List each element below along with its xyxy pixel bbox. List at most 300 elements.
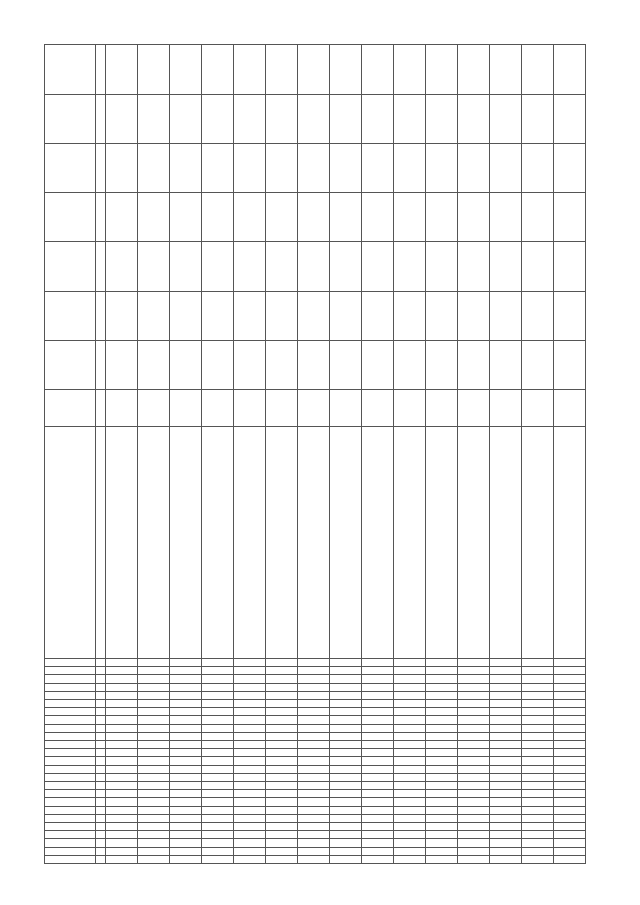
table-row — [234, 45, 266, 864]
table-cell — [106, 699, 138, 707]
table-cell — [96, 94, 106, 143]
table-cell — [426, 675, 458, 683]
table-cell — [45, 143, 96, 192]
table-cell — [554, 683, 586, 691]
table-cell — [202, 390, 234, 427]
table-cell — [458, 94, 490, 143]
table-cell — [298, 691, 330, 699]
table-cell — [202, 708, 234, 716]
table-cell — [394, 732, 426, 740]
table-cell — [426, 749, 458, 757]
table-cell — [45, 740, 96, 748]
table-cell — [106, 855, 138, 863]
table-cell — [426, 765, 458, 773]
table-cell — [298, 143, 330, 192]
table-cell — [234, 798, 266, 806]
table-cell — [106, 390, 138, 427]
table-cell — [45, 716, 96, 724]
table-cell — [234, 658, 266, 666]
table-cell — [426, 390, 458, 427]
table-cell — [298, 732, 330, 740]
table-cell — [554, 658, 586, 666]
table-cell — [138, 699, 170, 707]
table-cell — [266, 847, 298, 855]
table-cell — [554, 291, 586, 340]
table-cell — [234, 806, 266, 814]
table-cell — [298, 675, 330, 683]
table-cell — [330, 143, 362, 192]
table-cell — [394, 822, 426, 830]
table-cell — [490, 806, 522, 814]
table-cell — [298, 426, 330, 658]
table-cell — [362, 683, 394, 691]
table-cell — [234, 242, 266, 291]
table-cell — [298, 340, 330, 389]
table-cell — [298, 242, 330, 291]
table-cell — [45, 667, 96, 675]
table-cell — [170, 855, 202, 863]
table-cell — [490, 781, 522, 789]
table-cell — [106, 781, 138, 789]
table-cell — [234, 724, 266, 732]
table-cell — [45, 798, 96, 806]
table-cell — [458, 667, 490, 675]
table-cell — [266, 806, 298, 814]
table-cell — [522, 855, 554, 863]
table-cell — [234, 847, 266, 855]
table-cell — [330, 790, 362, 798]
table-cell — [234, 757, 266, 765]
table-cell — [170, 790, 202, 798]
table-cell — [554, 94, 586, 143]
table-cell — [202, 716, 234, 724]
table-cell — [458, 716, 490, 724]
table-cell — [138, 806, 170, 814]
table-cell — [202, 847, 234, 855]
table-cell — [554, 242, 586, 291]
table-cell — [96, 658, 106, 666]
table-cell — [266, 749, 298, 757]
table-cell — [490, 798, 522, 806]
table-cell — [298, 773, 330, 781]
table-cell — [298, 390, 330, 427]
table-cell — [106, 143, 138, 192]
table-cell — [490, 839, 522, 847]
table-cell — [234, 291, 266, 340]
table-cell — [522, 740, 554, 748]
table-cell — [330, 822, 362, 830]
table-cell — [202, 291, 234, 340]
table-cell — [266, 242, 298, 291]
table-cell — [362, 822, 394, 830]
table-cell — [490, 193, 522, 242]
table-cell — [266, 94, 298, 143]
table-cell — [490, 773, 522, 781]
table-cell — [45, 45, 96, 95]
table-cell — [522, 847, 554, 855]
table-cell — [298, 193, 330, 242]
table-cell — [234, 708, 266, 716]
table-cell — [554, 806, 586, 814]
table-cell — [394, 724, 426, 732]
table-cell — [202, 855, 234, 863]
table-cell — [106, 708, 138, 716]
table-cell — [106, 732, 138, 740]
table-cell — [266, 724, 298, 732]
table-cell — [45, 675, 96, 683]
table-cell — [426, 683, 458, 691]
table-cell — [426, 143, 458, 192]
table-cell — [138, 143, 170, 192]
table-cell — [170, 732, 202, 740]
table-row — [362, 45, 394, 864]
table-cell — [202, 757, 234, 765]
table-cell — [490, 814, 522, 822]
table-cell — [522, 716, 554, 724]
table-cell — [394, 193, 426, 242]
table-cell — [458, 839, 490, 847]
table-cell — [426, 855, 458, 863]
table-cell — [45, 426, 96, 658]
table-cell — [522, 822, 554, 830]
table-cell — [330, 749, 362, 757]
table-cell — [202, 683, 234, 691]
table-cell — [202, 242, 234, 291]
table-cell — [234, 45, 266, 95]
table-cell — [490, 340, 522, 389]
table-cell — [458, 45, 490, 95]
table-cell — [45, 291, 96, 340]
table-cell — [96, 749, 106, 757]
table-cell — [202, 740, 234, 748]
table-cell — [45, 781, 96, 789]
table-cell — [170, 708, 202, 716]
table-cell — [426, 732, 458, 740]
table-cell — [394, 757, 426, 765]
table-cell — [490, 847, 522, 855]
table-cell — [362, 94, 394, 143]
table-cell — [330, 724, 362, 732]
table-cell — [490, 724, 522, 732]
table-cell — [522, 94, 554, 143]
table-cell — [266, 390, 298, 427]
table-cell — [266, 773, 298, 781]
table-cell — [490, 94, 522, 143]
table-cell — [330, 716, 362, 724]
table-cell — [522, 193, 554, 242]
table-cell — [298, 716, 330, 724]
table-cell — [298, 831, 330, 839]
table-cell — [522, 831, 554, 839]
table-cell — [45, 806, 96, 814]
table-cell — [45, 658, 96, 666]
table-cell — [96, 675, 106, 683]
table-cell — [458, 724, 490, 732]
table-cell — [394, 781, 426, 789]
table-cell — [490, 675, 522, 683]
table-cell — [362, 143, 394, 192]
table-cell — [330, 806, 362, 814]
table-cell — [522, 658, 554, 666]
table-row — [106, 45, 138, 864]
table-cell — [106, 765, 138, 773]
table-cell — [522, 814, 554, 822]
table-cell — [458, 675, 490, 683]
table-cell — [458, 798, 490, 806]
table-cell — [458, 699, 490, 707]
table-cell — [522, 143, 554, 192]
table-cell — [106, 291, 138, 340]
table-cell — [490, 426, 522, 658]
table-cell — [138, 390, 170, 427]
table-cell — [426, 790, 458, 798]
table-cell — [96, 831, 106, 839]
table-cell — [362, 340, 394, 389]
table-cell — [330, 831, 362, 839]
table-cell — [490, 708, 522, 716]
table-cell — [138, 765, 170, 773]
table-cell — [170, 699, 202, 707]
table-cell — [202, 193, 234, 242]
table-cell — [522, 667, 554, 675]
table-cell — [170, 847, 202, 855]
table-cell — [266, 667, 298, 675]
table-cell — [96, 740, 106, 748]
table-cell — [330, 781, 362, 789]
table-cell — [234, 814, 266, 822]
table-cell — [330, 667, 362, 675]
table-cell — [106, 426, 138, 658]
table-cell — [96, 193, 106, 242]
table-cell — [266, 798, 298, 806]
table-cell — [394, 291, 426, 340]
table-cell — [330, 291, 362, 340]
table-cell — [522, 765, 554, 773]
table-cell — [234, 143, 266, 192]
table-cell — [106, 94, 138, 143]
table-cell — [138, 683, 170, 691]
table-cell — [330, 765, 362, 773]
table-cell — [266, 831, 298, 839]
table-cell — [298, 814, 330, 822]
table-cell — [138, 798, 170, 806]
table-cell — [266, 143, 298, 192]
table-cell — [106, 814, 138, 822]
table-cell — [266, 814, 298, 822]
table-cell — [234, 94, 266, 143]
table-cell — [490, 790, 522, 798]
table-cell — [490, 658, 522, 666]
table-cell — [106, 691, 138, 699]
table-row — [490, 45, 522, 864]
table-cell — [234, 193, 266, 242]
table-cell — [96, 691, 106, 699]
table-cell — [96, 683, 106, 691]
table-cell — [170, 757, 202, 765]
table-cell — [362, 732, 394, 740]
table-cell — [554, 855, 586, 863]
table-cell — [96, 855, 106, 863]
table-cell — [45, 749, 96, 757]
table-cell — [522, 340, 554, 389]
table-cell — [45, 822, 96, 830]
table-cell — [202, 732, 234, 740]
table-cell — [298, 45, 330, 95]
table-cell — [106, 847, 138, 855]
table-cell — [234, 340, 266, 389]
table-cell — [96, 790, 106, 798]
table-cell — [170, 390, 202, 427]
table-cell — [330, 798, 362, 806]
table-cell — [554, 798, 586, 806]
table-cell — [554, 691, 586, 699]
table-cell — [554, 839, 586, 847]
table-cell — [202, 94, 234, 143]
table-cell — [266, 675, 298, 683]
table-cell — [458, 691, 490, 699]
table-cell — [394, 143, 426, 192]
table-cell — [96, 806, 106, 814]
table-cell — [394, 806, 426, 814]
table-cell — [266, 716, 298, 724]
table-cell — [522, 426, 554, 658]
table-cell — [170, 740, 202, 748]
table-cell — [202, 765, 234, 773]
table-cell — [554, 765, 586, 773]
table-cell — [554, 193, 586, 242]
table-cell — [138, 790, 170, 798]
table-cell — [266, 291, 298, 340]
table-cell — [330, 757, 362, 765]
table-cell — [426, 45, 458, 95]
table-cell — [202, 773, 234, 781]
table-cell — [458, 855, 490, 863]
table-cell — [45, 193, 96, 242]
table-cell — [330, 45, 362, 95]
table-cell — [426, 340, 458, 389]
table-cell — [138, 839, 170, 847]
table-cell — [96, 765, 106, 773]
table-cell — [330, 675, 362, 683]
table-cell — [138, 193, 170, 242]
table-cell — [138, 716, 170, 724]
table-cell — [170, 839, 202, 847]
table-cell — [266, 658, 298, 666]
table-cell — [202, 798, 234, 806]
table-cell — [522, 691, 554, 699]
program-table — [44, 44, 586, 864]
table-cell — [330, 683, 362, 691]
table-cell — [45, 390, 96, 427]
table-cell — [362, 757, 394, 765]
table-cell — [234, 426, 266, 658]
table-cell — [426, 822, 458, 830]
table-cell — [330, 740, 362, 748]
table-cell — [138, 822, 170, 830]
table-cell — [138, 749, 170, 757]
table-cell — [96, 143, 106, 192]
table-cell — [266, 340, 298, 389]
table-cell — [202, 724, 234, 732]
table-cell — [138, 242, 170, 291]
table-cell — [138, 732, 170, 740]
table-cell — [426, 773, 458, 781]
table-cell — [362, 708, 394, 716]
table-cell — [45, 831, 96, 839]
table-cell — [554, 732, 586, 740]
table-cell — [96, 340, 106, 389]
table-cell — [96, 242, 106, 291]
table-cell — [362, 291, 394, 340]
table-cell — [234, 749, 266, 757]
table-cell — [458, 291, 490, 340]
table-body — [45, 45, 586, 864]
table-cell — [96, 708, 106, 716]
table-cell — [96, 822, 106, 830]
table-cell — [106, 839, 138, 847]
table-cell — [234, 390, 266, 427]
table-cell — [106, 798, 138, 806]
table-cell — [458, 822, 490, 830]
table-cell — [362, 798, 394, 806]
table-cell — [330, 839, 362, 847]
table-cell — [266, 193, 298, 242]
table-cell — [330, 732, 362, 740]
table-cell — [330, 340, 362, 389]
table-row — [554, 45, 586, 864]
table-cell — [394, 814, 426, 822]
table-cell — [298, 765, 330, 773]
table-cell — [426, 724, 458, 732]
table-cell — [45, 732, 96, 740]
table-cell — [96, 814, 106, 822]
table-cell — [298, 790, 330, 798]
table-cell — [554, 814, 586, 822]
table-cell — [298, 749, 330, 757]
table-cell — [394, 390, 426, 427]
table-cell — [394, 426, 426, 658]
table-cell — [202, 749, 234, 757]
table-cell — [522, 732, 554, 740]
table-cell — [106, 340, 138, 389]
table-cell — [554, 749, 586, 757]
table-cell — [362, 749, 394, 757]
table-cell — [45, 340, 96, 389]
table-cell — [45, 765, 96, 773]
table-cell — [138, 781, 170, 789]
table-cell — [362, 855, 394, 863]
table-cell — [362, 814, 394, 822]
table-row — [458, 45, 490, 864]
table-cell — [266, 683, 298, 691]
table-cell — [490, 45, 522, 95]
table-cell — [458, 749, 490, 757]
table-cell — [490, 740, 522, 748]
table-cell — [490, 143, 522, 192]
table-cell — [138, 675, 170, 683]
table-cell — [266, 781, 298, 789]
table-cell — [522, 291, 554, 340]
table-cell — [330, 855, 362, 863]
table-cell — [266, 45, 298, 95]
table-row — [330, 45, 362, 864]
table-cell — [522, 749, 554, 757]
table-cell — [458, 683, 490, 691]
table-cell — [362, 658, 394, 666]
table-row — [522, 45, 554, 864]
table-cell — [266, 732, 298, 740]
table-cell — [426, 831, 458, 839]
